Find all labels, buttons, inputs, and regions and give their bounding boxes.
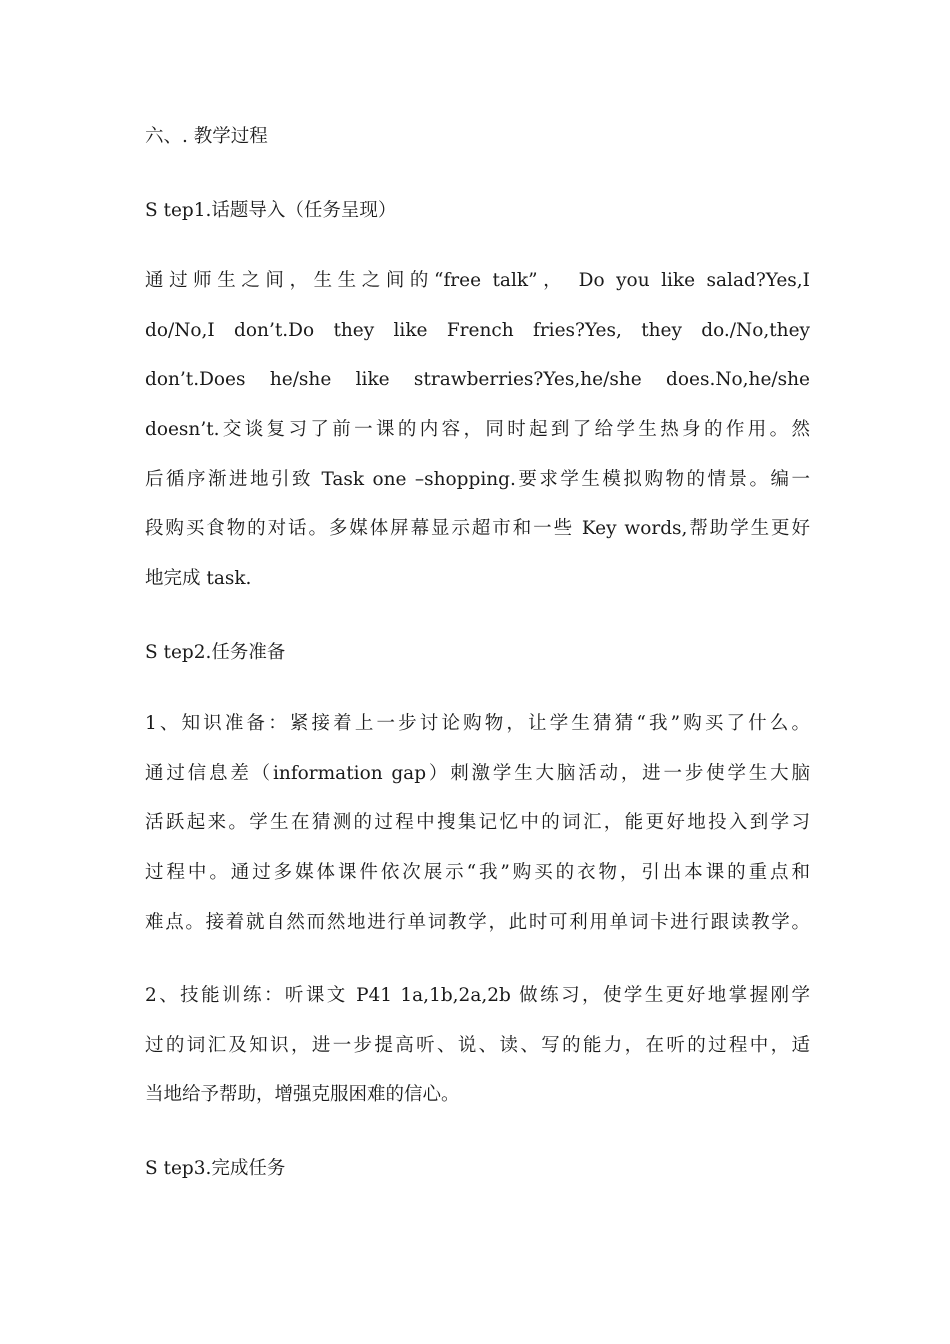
step1-paragraph-line: do/No,I don’t.Do they like French fries?Yes, they do./No,they (145, 320, 810, 341)
step2-item1-line: 通过信息差（information gap）刺激学生大脑活动，进一步使学生大脑 (145, 763, 810, 784)
section-heading: 六、. 教学过程 (145, 126, 268, 147)
step2-item1-line: 1、知识准备：紧接着上一步讨论购物，让学生猜猜“我”购买了什么。 (145, 713, 810, 734)
step2-item1-line: 活跃起来。学生在猜测的过程中搜集记忆中的词汇，能更好地投入到学习 (145, 812, 810, 833)
step1-paragraph-line: 段购买食物的对话。多媒体屏幕显示超市和一些 Key words,帮助学生更好 (145, 518, 810, 539)
step3-title: S tep3.完成任务 (145, 1158, 286, 1179)
step2-item2-line: 当地给予帮助，增强克服困难的信心。 (145, 1084, 460, 1105)
step2-item1-line: 过程中。通过多媒体课件依次展示“我”购买的衣物，引出本课的重点和 (145, 862, 810, 883)
step2-item2-line: 过的词汇及知识，进一步提高听、说、读、写的能力，在听的过程中，适 (145, 1035, 810, 1056)
step1-paragraph-line: don’t.Does he/she like strawberries?Yes,he/she does.No,he/she (145, 369, 810, 390)
step1-paragraph-line: 通过师生之间，生生之间的“free talk”， Do you like salad?Yes,I (145, 270, 810, 291)
step1-paragraph-line: 后循序渐进地引致 Task one –shopping.要求学生模拟购物的情景。编一 (145, 469, 810, 490)
step1-title: S tep1.话题导入（任务呈现） (145, 200, 397, 221)
step2-item2-line: 2、技能训练：听课文 P41 1a,1b,2a,2b 做练习，使学生更好地掌握刚学 (145, 985, 810, 1006)
step1-paragraph-line: doesn’t.交谈复习了前一课的内容，同时起到了给学生热身的作用。然 (145, 419, 810, 440)
step2-title: S tep2.任务准备 (145, 642, 286, 663)
step2-item1-line: 难点。接着就自然而然地进行单词教学，此时可利用单词卡进行跟读教学。 (145, 912, 810, 933)
step1-paragraph-line: 地完成 task. (145, 568, 252, 589)
